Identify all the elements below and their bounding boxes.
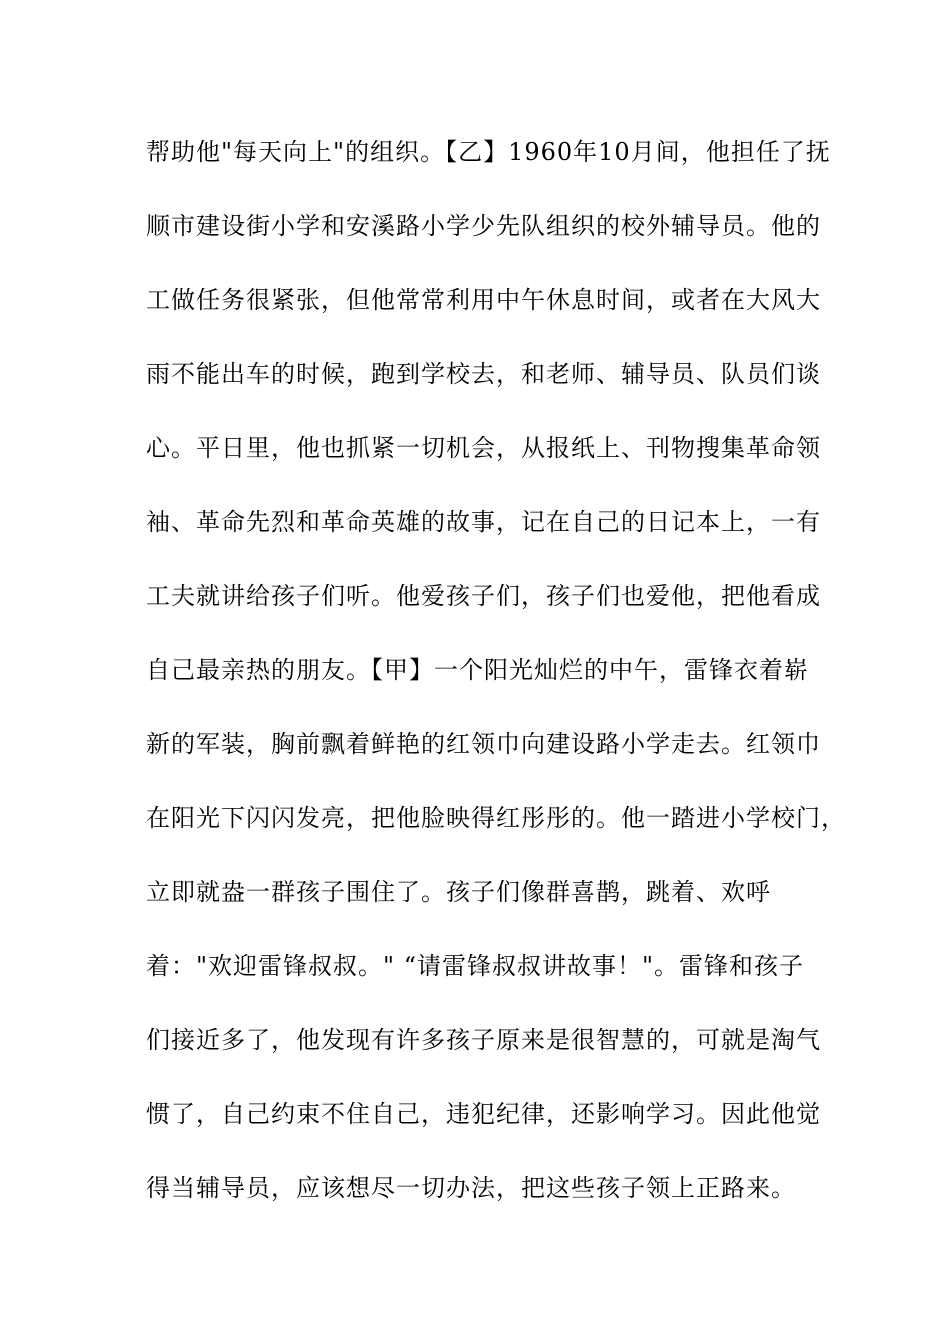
text-line-12: 着："欢迎雷锋叔叔。" “请雷锋叔叔讲故事！"。雷锋和孩子 <box>146 952 805 980</box>
text-line-9: 新的军装，胸前飘着鲜艳的红领巾向建设路小学走去。红领巾 <box>146 730 821 758</box>
text-line-5: 心。平日里，他也抓紧一切机会，从报纸上、刊物搜集革命领 <box>146 434 821 462</box>
text-line-2: 顺市建设街小学和安溪路小学少先队组织的校外辅导员。他的 <box>146 212 821 240</box>
text-line-1: 帮助他"每天向上"的组织。【乙】1960年10月间，他担任了抚 <box>146 138 831 166</box>
text-line-6: 袖、革命先烈和革命英雄的故事，记在自己的日记本上，一有 <box>146 508 821 536</box>
text-line-3: 工做任务很紧张，但他常常利用中午休息时间，或者在大风大 <box>146 286 821 314</box>
text-line-4: 雨不能出车的时候，跑到学校去，和老师、辅导员、队员们谈 <box>146 360 821 388</box>
text-line-10: 在阳光下闪闪发亮，把他脸映得红彤彤的。他一踏进小学校门， <box>146 804 846 832</box>
text-line-15: 得当辅导员，应该想尽一切办法，把这些孩子领上正路来。 <box>146 1174 796 1202</box>
body-text <box>146 130 846 1240</box>
text-line-14: 惯了，自己约束不住自己，违犯纪律，还影响学习。因此他觉 <box>146 1100 821 1128</box>
text-line-11: 立即就盎一群孩子围住了。孩子们像群喜鹊，跳着、欢呼 <box>146 878 771 906</box>
text-line-7: 工夫就讲给孩子们听。他爱孩子们，孩子们也爱他，把他看成 <box>146 582 821 610</box>
text-line-13: 们接近多了，他发现有许多孩子原来是很智慧的，可就是淘气 <box>146 1026 821 1054</box>
text-line-8: 自己最亲热的朋友。【甲】一个阳光灿烂的中午，雷锋衣着崭 <box>146 656 809 684</box>
